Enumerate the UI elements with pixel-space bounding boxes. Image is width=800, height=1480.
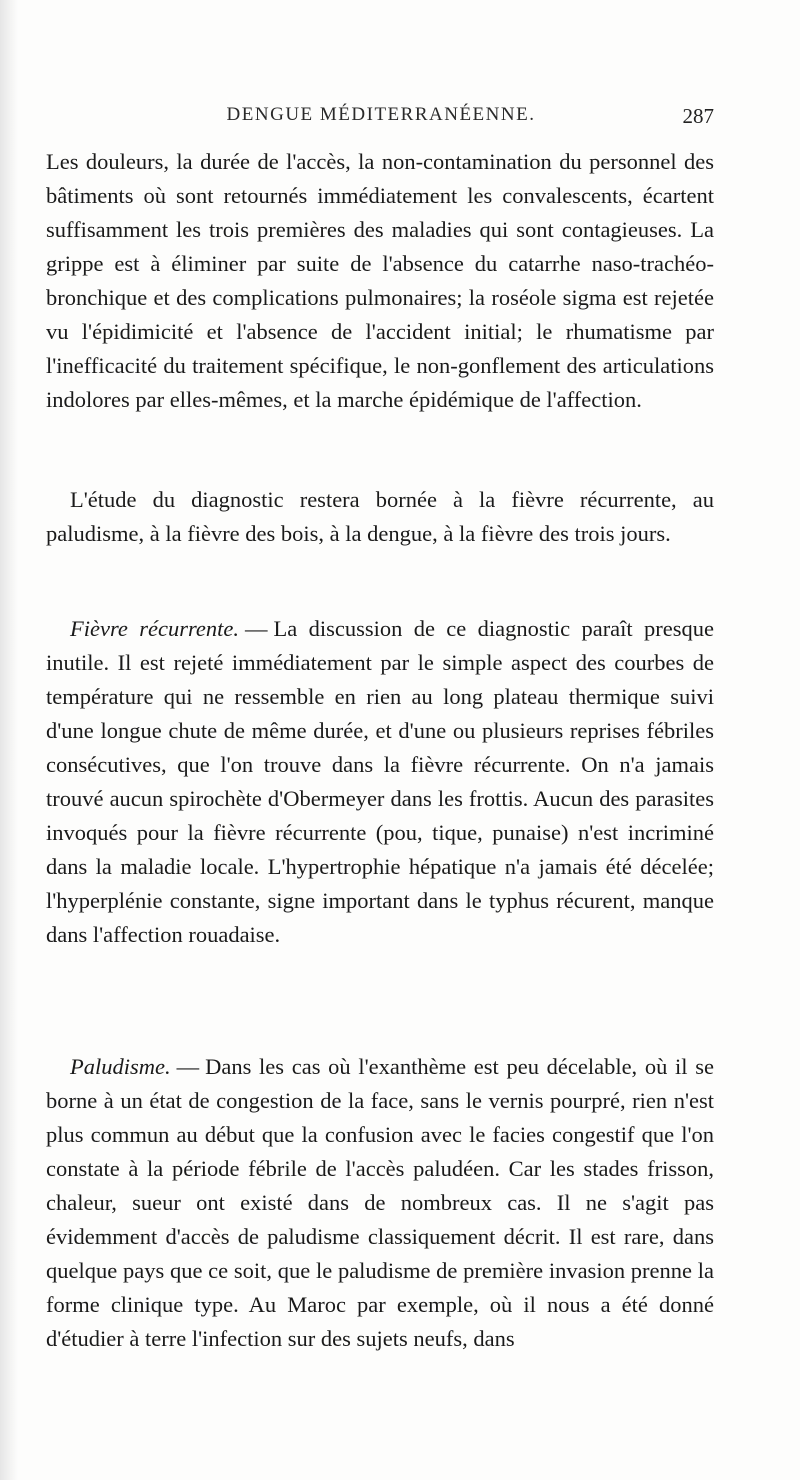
- section-lead-fievre-recurrente: Fièvre récurrente.: [70, 616, 239, 641]
- paragraph-text: L'étude du diagnostic restera bornée à la fièvre récurrente, au paludisme, à la fièvre des bois, à la dengue, à la fièvre des trois jours.: [46, 487, 714, 546]
- paragraph-diagnostic-scope: [46, 483, 714, 551]
- paragraph-text: Les douleurs, la durée de l'accès, la non-contamination du personnel des bâtiments où sont retournés immédiatement les convalescents, écartent suffisamment les trois premières des maladies qui sont contagieuses. La grippe est à éliminer par suite de l'absence du catarrhe naso-trachéo-bronchique et des complications pulmonaires; la roséole sigma est rejetée vu l'épidimicité et l'absence de l'accident initial; le rhumatisme par l'inefficacité du traitement spécifique, le non-gonflement des articulations indolores par elles-mêmes, et la marche épidémique de l'affection.: [46, 149, 714, 412]
- paragraph-text: La discussion de ce diagnostic paraît presque inutile. Il est rejeté immédiatement par le simple aspect des courbes de température qui ne ressemble en rien au long plateau thermique suivi d'une longue chute de même durée, et d'une ou plusieurs reprises fébriles consécutives, que l'on trouve dans la fièvre récurrente. On n'a jamais trouvé aucun spirochète d'Obermeyer dans les frottis. Aucun des parasites invoqués pour la fièvre récurrente (pou, tique, punaise) n'est incriminé dans la maladie locale. L'hypertrophie hépatique n'a jamais été décelée; l'hyperplénie constante, signe important dans le typhus récurent, manque dans l'affection rouadaise.: [46, 616, 715, 947]
- em-dash: —: [245, 616, 268, 641]
- paragraph-body: [46, 1050, 714, 1356]
- em-dash: —: [176, 1054, 200, 1079]
- section-lead-paludisme: Paludisme.: [70, 1054, 171, 1079]
- paragraph-body: [46, 612, 714, 952]
- paragraph-fievre-recurrente: [46, 612, 714, 952]
- paragraph-text: Dans les cas où l'exanthème est peu décelable, où il se borne à un état de congestion de la face, sans le vernis pourpré, rien n'est plus commun au début que la confusion avec le facies congestif que l'on constate à la période fébrile de l'accès paludéen. Car les stades frisson, chaleur, sueur ont existé dans de nombreux cas. Il ne s'agit pas évidemment d'accès de paludisme classiquement décrit. Il est rare, dans quelque pays que ce soit, que le paludisme de première invasion prenne la forme clinique type. Au Maroc par exemple, où il nous a été donné d'étudier à terre l'infection sur des sujets neufs, dans: [46, 1054, 714, 1351]
- paragraph-paludisme: [46, 1050, 714, 1356]
- page-edge-shadow: [0, 0, 18, 1480]
- page-number: 287: [682, 104, 714, 128]
- running-head: [48, 104, 714, 134]
- paragraph-continuation: [46, 145, 714, 417]
- running-title: DENGUE MÉDITERRANÉENNE.: [226, 104, 536, 125]
